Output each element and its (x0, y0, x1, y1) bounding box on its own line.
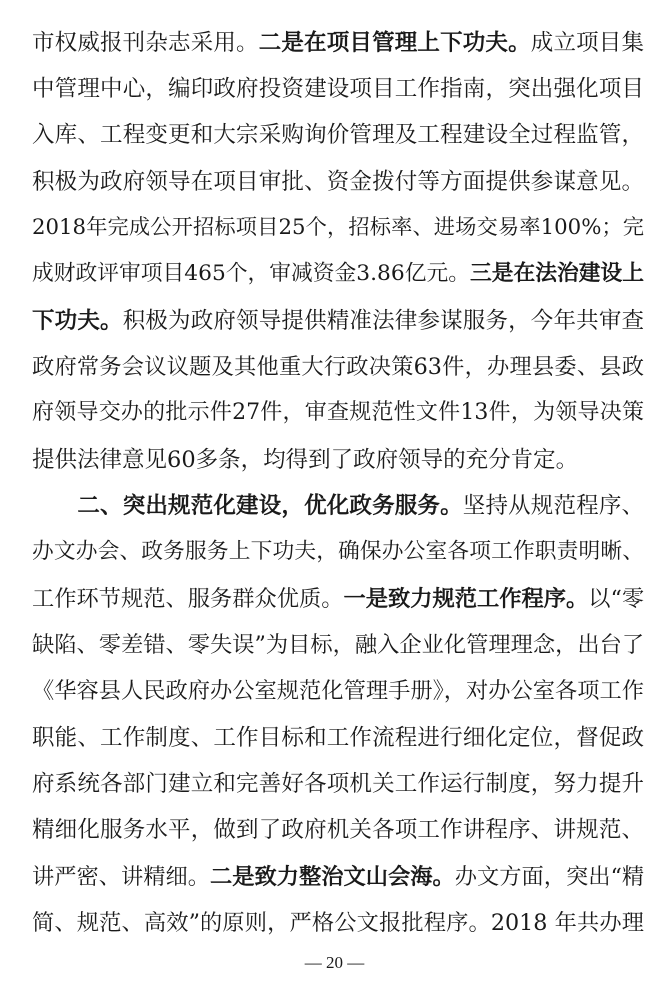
text-line: 提供法律意见60多条，均得到了政府领导的充分肯定。 (32, 447, 579, 473)
bold-heading: 下功夫。 (32, 308, 123, 334)
text-line: 讲严密、讲精细。二是致力整治文山会海。办文方面，突出“精 (32, 864, 645, 890)
bold-heading: 二是在项目管理上下功夫。 (258, 30, 531, 56)
bold-heading: 三是在法治建设上 (469, 261, 644, 286)
text-line: 入库、工程变更和大宗采购询价管理及工程建设全过程监管， (32, 122, 644, 148)
text-line: 府系统各部门建立和完善好各项机关工作运行制度，努力提升 (32, 771, 644, 797)
text-line: 积极为政府领导在项目审批、资金拨付等方面提供参谋意见。 (32, 169, 644, 195)
bold-heading: 二是致力整治文山会海。 (210, 864, 455, 890)
text-line: 府领导交办的批示件27件，审查规范性文件13件，为领导决策 (32, 400, 644, 425)
text-line: 缺陷、零差错、零失误”为目标，融入企业化管理理念，出台了 (32, 632, 645, 658)
page-number: — 20 — (304, 953, 365, 972)
text-line: 简、规范、高效”的原则，严格公文报批程序。2018 年共办理 (32, 910, 644, 936)
text-line: 精细化服务水平，做到了政府机关各项工作讲程序、讲规范、 (32, 817, 644, 843)
section-heading: 二、突出规范化建设，优化政务服务。 (32, 493, 463, 519)
bold-heading: 一是致力规范工作程序。 (343, 586, 589, 612)
text-line: 二、突出规范化建设，优化政务服务。坚持从规范程序、 (32, 493, 644, 519)
text-line: 市权威报刊杂志采用。二是在项目管理上下功夫。成立项目集 (32, 30, 644, 56)
text-line: 政府常务会议议题及其他重大行政决策63件，办理县委、县政 (32, 354, 644, 380)
text-line: 《华容县人民政府办公室规范化管理手册》，对办公室各项工作 (32, 678, 644, 704)
text-line: 2018年完成公开招标项目25个，招标率、进场交易率100%；完 (32, 215, 644, 240)
text-line: 办文办会、政务服务上下功夫，确保办公室各项工作职责明晰、 (32, 539, 644, 564)
text-line: 工作环节规范、服务群众优质。一是致力规范工作程序。以“零 (32, 586, 645, 612)
text-line: 成财政评审项目465个，审减资金3.86亿元。三是在法治建设上 (32, 261, 644, 286)
text-line: 下功夫。积极为政府领导提供精准法律参谋服务，今年共审查 (32, 308, 644, 334)
text-line: 职能、工作制度、工作目标和工作流程进行细化定位，督促政 (32, 725, 644, 751)
text-line: 中管理中心，编印政府投资建设项目工作指南，突出强化项目 (32, 76, 644, 102)
